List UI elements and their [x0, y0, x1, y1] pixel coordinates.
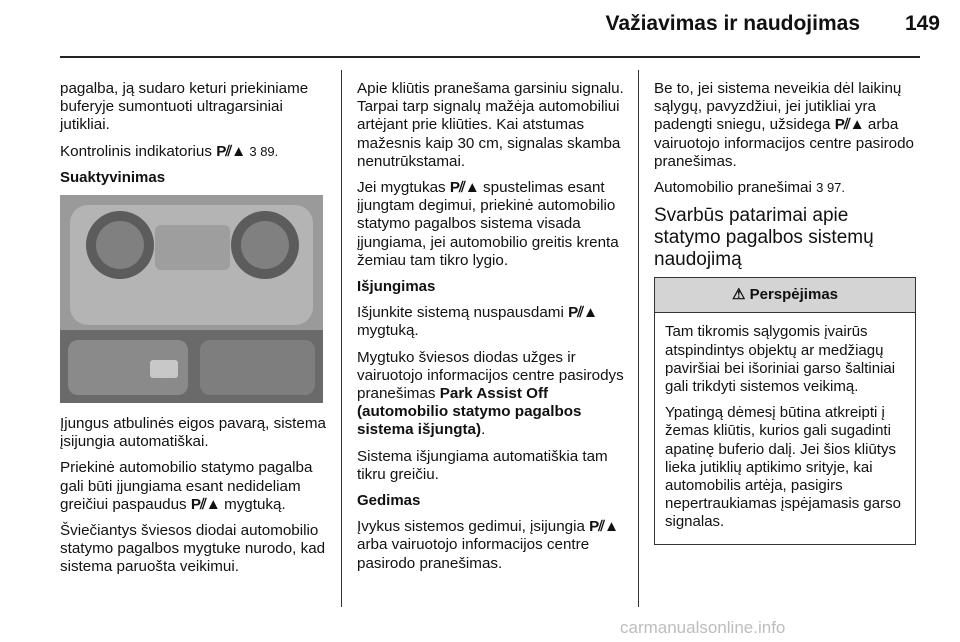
page-header-title: Važiavimas ir naudojimas [605, 12, 860, 35]
column-3 [654, 80, 920, 545]
column-divider [341, 70, 342, 607]
park-assist-icon: P⫽▲ [190, 495, 220, 513]
page-number: 149 [904, 12, 940, 35]
column-divider [638, 70, 639, 607]
section-heading: Svarbūs patarimai apie statymo pagalbos sistemų naudojimą [654, 205, 874, 271]
paragraph: Sistema išjungiama automatiškia tam tikru greičiu. [357, 447, 608, 483]
paragraph: Automobilio pranešimai 3 97. [654, 179, 846, 197]
section-heading: Gedimas [357, 492, 421, 510]
paragraph: Įjungus atbulinės eigos pavarą, sistema įsijungia automatiškai. [60, 415, 326, 451]
paragraph: Išjunkite sistemą nuspausdami P⫽▲ mygtuką. [357, 304, 597, 340]
watermark: carmanualsonline.info [620, 618, 786, 637]
paragraph: Jei mygtukas P⫽▲ spustelimas esant įjungtam degimui, priekinė automobilio statymo pagalbos sistema visada įjungiama, jei automobilio greitis krenta žemiau tam tikro lygio. [357, 179, 619, 269]
paragraph: Be to, jei sistema neveikia dėl laikinų sąlygų, pavyzdžiui, jei jutikliai yra padengti sniegu, užsidega P⫽▲ arba vairuotojo informacijos centre pasirodo pranešimas. [654, 80, 915, 170]
warning-title: Perspėjimas [749, 286, 838, 304]
column-2 [357, 80, 625, 581]
park-assist-icon: P⫽▲ [216, 142, 246, 160]
header-rule [60, 56, 920, 58]
paragraph: Kontrolinis indikatorius P⫽▲ 3 89. [60, 142, 279, 160]
park-assist-icon: P⫽▲ [568, 304, 597, 322]
paragraph: Mygtuko šviesos diodas užges ir vairuotojo informacijos centre pasirodys pranešimas Park Assist Off (automobilio statymo pagalbos sistema išjungta). [357, 348, 624, 439]
paragraph: Įvykus sistemos gedimui, įsijungia P⫽▲ arba vairuotojo informacijos centre pasirodo pranešimas. [357, 518, 619, 572]
section-heading: Suaktyvinimas [60, 168, 166, 186]
warning-body [655, 313, 915, 543]
paragraph: Apie kliūtis pranešama garsiniu signalu. Tarpai tarp signalų mažėja automobiliui artėjant prie kliūties. Kai atstumas mažesnis kaip 30 cm, signalas skamba nenutrūkstamai. [357, 80, 624, 170]
paragraph: Priekinė automobilio statymo pagalba gali būti įjungiama esant nedideliam greičiui paspaudus P⫽▲ mygtuką. [60, 459, 313, 513]
column-1 [60, 80, 328, 585]
console-photo [60, 195, 323, 403]
paragraph: Tam tikromis sąlygomis įvairūs atspindintys objektų ar medžiagų paviršiai bei išoriniai garso šaltiniai gali trikdyti sistemos veikimą. [665, 323, 896, 396]
page-reference: 3 97. [816, 180, 846, 196]
warning-header [655, 278, 915, 313]
park-assist-icon: P⫽▲ [449, 179, 479, 197]
section-heading: Išjungimas [357, 278, 436, 296]
paragraph: Ypatingą dėmesį būtina atkreipti į žemas kliūtis, kurios gali sugadinti apatinę buferio dalį. Jei šios kliūtys lieka jutiklių aptikimo srityje, kai automobilis artėja, pasigirs nepertraukiamas įspėjamasis garso signalas. [665, 404, 901, 531]
park-assist-icon: P⫽▲ [834, 116, 864, 134]
console-photo-drawing [60, 195, 323, 403]
warning-box [654, 277, 916, 544]
message-text: Park Assist Off (automobilio statymo pagalbos sistema išjungta) [357, 385, 582, 439]
paragraph: Šviečiantys šviesos diodai automobilio statymo pagalbos mygtuke nurodo, kad sistema paruošta veikimui. [60, 522, 326, 576]
page-reference: 3 89. [249, 143, 279, 159]
warning-icon: ⚠ [731, 286, 746, 304]
park-assist-icon: P⫽▲ [589, 518, 619, 536]
paragraph: pagalba, ją sudaro keturi priekiniame buferyje sumontuoti ultragarsiniai jutikliai. [60, 80, 309, 134]
